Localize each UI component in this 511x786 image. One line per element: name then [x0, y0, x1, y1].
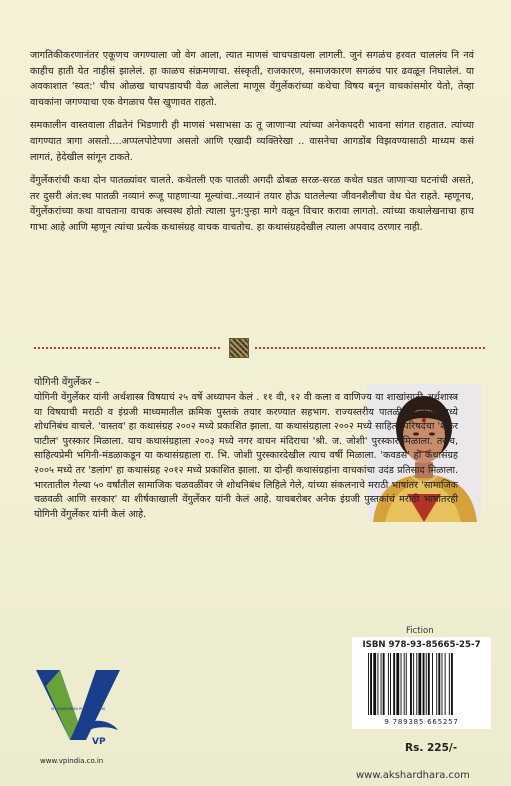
author-name: योगिनी वेंगुर्लेकर –: [34, 377, 100, 388]
category-label: Fiction: [406, 626, 434, 636]
isbn-text: ISBN 978-93-85665-25-7: [362, 640, 481, 650]
barcode-bar: [381, 653, 382, 715]
barcode-bar: [442, 653, 443, 715]
barcode-bar: [438, 653, 440, 715]
barcode-bar: [404, 653, 405, 715]
barcode-bar: [377, 653, 378, 715]
blurb-paragraph-3: वेंगुर्लेकरांची कथा दोन पातळ्यांवर चालते. कथेतली एक पातळी अगदी ढोबळ सरळ-सरळ कथेत घडत जाणाऱ्या घटनांची असते, तर दुसरी अंत:स्थ पातळी नव्यानं रूजू पाहणाऱ्या मूल्यांचा..नव्यानं तयार होऊ घातलेल्या जीवनशैलीचा वेध घेत राहते. म्हणूनच, वेंगुर्लेकरांच्या कथा वाचताना वाचक अस्वस्थ होतो त्याला पुन:पुन्हा मागे वळून विचार करावा लागतो. त्यांच्या कथालेखनाचा हाच गाभा आहे आणि म्हणून त्यांचा प्रत्येक कथासंग्रह वाचक वाचतोच. हा कथासंग्रहदेखील त्याला अपवाद ठरणार नाही.: [30, 175, 474, 233]
publisher-url: www.vpindia.co.in: [40, 757, 104, 765]
barcode-bar: [445, 653, 446, 715]
barcode-bar: [393, 653, 395, 715]
barcode-digits: 9 789385 665257: [384, 718, 459, 726]
barcode-bar: [383, 653, 385, 715]
blurb-paragraph-2: समकालीन वास्तवाला तीव्रतेनं भिडणारी ही माणसं भसाभसा ऊ तू जाणाऱ्या त्यांच्या अनेकपदरी भावना सांगत राहतात. त्यांच्या वागण्यात त्रागा असतो....अप्पलपोटेपणा असतो आणि एखादी व्यक्तिरेखा .. वासनेचा आगडोंब विझवण्यासाठी माध्यम कसं लागतं, हेदेखील सांगून टाकते.: [30, 120, 474, 163]
barcode-bar: [390, 653, 391, 715]
blurb-paragraph-1: जागतिकीकरणानंतर एकूणच जगण्याला जो वेग आला, त्यात माणसं चाचपडायला लागली. जुनं सगळंच हरवत चाललंय नि नवं काहीच हाती येत नाहीसं झालेलं. हा काळच संक्रमणाचा. संस्कृती, राजकारण, समाजकारण सगळंच पार ढवळून निघालेलं. या अवकाशात 'स्वत:' चीच ओळख चाचपडायची वेळ आलेला माणूस वेंगुर्लेकरांच्या कथेचा विषय बनून वाचकांसमोर येतो, तेव्हा वाचकांना जगण्याचा एक वेगळाच पैस खुणावत राहतो.: [30, 50, 474, 108]
barcode-bar: [413, 653, 414, 715]
barcode-icon: [366, 653, 480, 715]
barcode-bar: [410, 653, 412, 715]
barcode-bar: [436, 653, 437, 715]
logo-publisher-text: VISHWAKARMA PUBLICATIONS: [50, 707, 106, 711]
barcode-bar: [418, 653, 421, 715]
barcode-bar: [449, 653, 450, 715]
barcode-bar: [432, 653, 433, 715]
barcode-bar: [396, 653, 399, 715]
publisher-logo: [30, 660, 125, 755]
author-bio: योगिनी वेंगुर्लेकर यांनी अर्थशास्त्र विषयाचं २५ वर्षे अध्यापन केलं . ११ वी, १२ वी कला व वाणिज्य या शाखांसाठी अर्थशास्त्र या विषयाची मराठी व इंग्रजी माध्यमातील क्रमिक पुस्तकं तयार करण्यात सहभाग. राज्यस्तरीय पातळीवर सेमिनारमध्ये शोधनिबंध वाचले. 'वास्तव' हा कथासंग्रह २००२ मध्ये प्रकाशित झाला. या कथासंग्रहाला २००२ मध्ये साहित्य परिषदेचा 'शंकर पाटील' पुरस्कार मिळाला. याच कथासंग्रहाला २००३ मध्ये नगर वाचन मंदिराचा 'श्री. ज. जोशी' पुरस्कार मिळाला. तसंच, साहित्यप्रेमी भगिनी-मंडळाकडून या कथासंग्रहाला रा. भि. जोशी पुरस्कारदेखील त्याच वर्षी मिळाला. 'कवडसे' हा कथासंग्रह २००५ मध्ये तर 'डलांग' हा कथासंग्रह २०१२ मध्ये प्रकाशित झाला. या दोन्ही कथासंग्रहांना वाचकांचा उदंड प्रतिसाद मिळाला. भारतातील गेल्या ५० वर्षांतील सामाजिक चळवळींवर जे शोधनिबंध लिहिले गेले, यांच्या संकलनाचे मराठी भाषांतर 'सामाजिक चळवळी आणि सरकार' या शीर्षकाखाली वेंगुर्लेकर यांनी केलं आहे. याचबरोबर अनेक इंग्रजी पुस्तकांचं मराठी भाषांतरही योगिनी वेंगुर्लेकर यांनी केलं आहे.: [34, 392, 458, 520]
barcode-bar: [416, 653, 417, 715]
barcode-bar: [428, 653, 430, 715]
divider-right: [255, 347, 485, 349]
barcode-bar: [426, 653, 427, 715]
watermark-website: www.akshardhara.com: [356, 770, 470, 781]
barcode-bar: [373, 653, 376, 715]
barcode-bar: [451, 653, 453, 715]
barcode-bar: [370, 653, 372, 715]
logo-mark-text: VP: [92, 737, 106, 747]
divider-left: [34, 347, 220, 349]
blurb-text: [30, 48, 474, 244]
barcode-bar: [368, 653, 369, 715]
publisher-logo-icon: [30, 660, 125, 755]
price-label: Rs. 225/-: [405, 742, 458, 754]
barcode-bar: [406, 653, 407, 715]
barcode-bar: [423, 653, 425, 715]
ornament-icon: [229, 338, 249, 358]
barcode-bar: [388, 653, 389, 715]
barcode-bar: [401, 653, 402, 715]
